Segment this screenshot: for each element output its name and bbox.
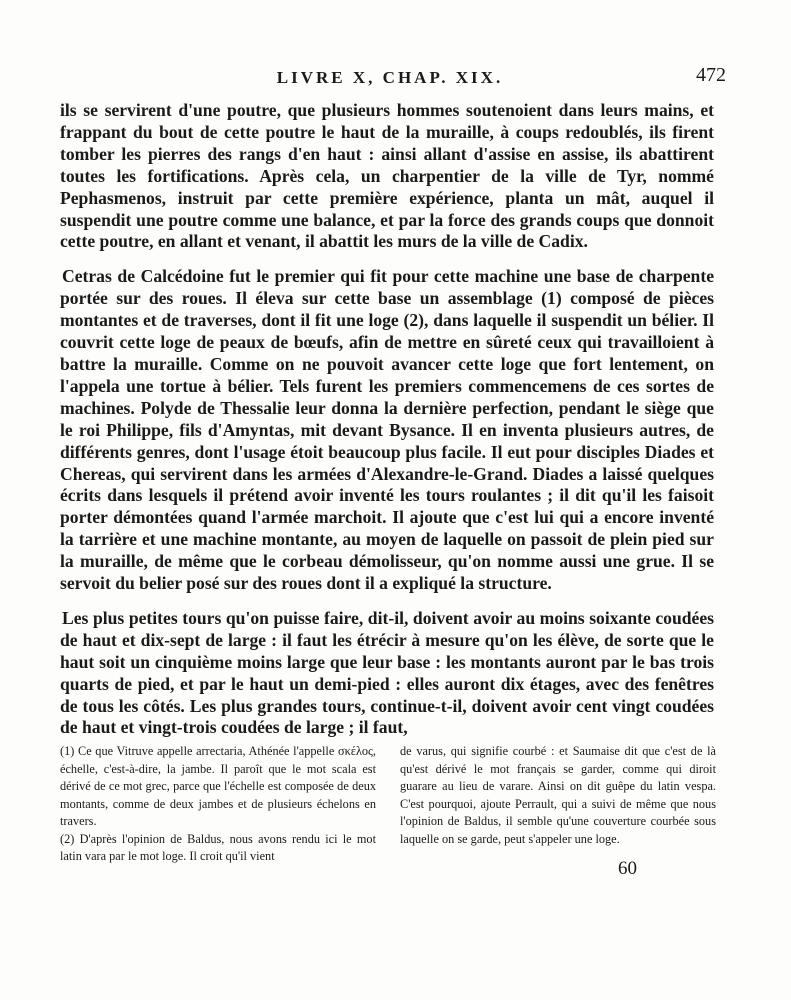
footnote-2-continued: de varus, qui signifie courbé : et Saumaise dit que c'est de là qu'est dérivé le mot français se garder, comme qui diroit guarare au lieu de varare. Ainsi on dit guêpe du latin vespa. C'est pourquoi, ajoute Perrault, qui a suivi de même que nous l'opinion de Baldus, il semble qu'une couverture courbée sous laquelle on se garde, peut s'appeler une loge.: [400, 744, 716, 846]
signature-mark: 60: [618, 858, 637, 879]
main-text: [60, 100, 714, 739]
footnotes: [60, 743, 716, 866]
paragraph-1: ils se servirent d'une poutre, que plusieurs hommes soutenoient dans leurs mains, et frappant du bout de cette poutre le haut de la muraille, à coups redoublés, ils firent tomber les pierres des rangs d'en haut : ainsi allant d'assise en assise, ils abattirent toutes les fortifications. Après cela, un charpentier de la ville de Tyr, nommé Pephasmenos, instruit par cette première expérience, planta un mât, auquel il suspendit une poutre comme une balance, et par la force des grands coups que donnoit cette poutre, en allant et venant, il abattit les murs de la ville de Cadix.: [60, 100, 714, 252]
footnote-1: (1) Ce que Vitruve appelle arrectaria, Athénée l'appelle σκέλος, échelle, c'est-à-dire, la jambe. Il paroît que le mot scala est dérivé de ce mot grec, parce que l'échelle est composée de deux montants, comme de deux jambes et de plusieurs échelons en travers.: [60, 744, 376, 828]
running-title: LIVRE X, CHAP. XIX.: [276, 68, 504, 87]
paragraph-3: Les plus petites tours qu'on puisse faire, dit-il, doivent avoir au moins soixante coudées de haut et dix-sept de large : il faut les étrécir à mesure qu'on les élève, de sorte que le haut soit un cinquième moins large que leur base : les montants auront par le bas trois quarts de pied, et par le haut un demi-pied : elles auront dix étages, avec des fenêtres de tous les côtés. Les plus grandes tours, continue-t-il, doivent avoir cent vingt coudées de haut et vingt-trois coudées de large ; il faut,: [60, 607, 714, 738]
footnotes-right-column: [400, 743, 716, 866]
page-number: 472: [696, 64, 726, 86]
footnote-2: (2) D'après l'opinion de Baldus, nous avons rendu ici le mot latin vara par le mot loge. Il croit qu'il vient: [60, 831, 376, 863]
footnotes-left-column: [60, 743, 376, 866]
paragraph-2: Cetras de Calcédoine fut le premier qui fit pour cette machine une base de charpente portée sur des roues. Il éleva sur cette base un assemblage (1) composé de pièces montantes et de traverses, dont il fit une loge (2), dans laquelle il suspendit un bélier. Il couvrit cette loge de peaux de bœufs, afin de mettre en sûreté ceux qui travailloient à battre la muraille. Comme on ne pouvoit avancer cette loge que fort lentement, on l'appela une tortue à bélier. Tels furent les premiers commencemens de ces sortes de machines. Polyde de Thessalie leur donna la dernière perfection, pendant le siège que le roi Philippe, fils d'Amyntas, mit devant Bysance. Il en inventa plusieurs autres, de différents genres, dont l'usage étoit beaucoup plus facile. Il eut pour disciples Diades et Chereas, qui servirent dans les armées d'Alexandre-le-Grand. Diades a laissé quelques écrits dans lesquels il prétend avoir inventé les tours roulantes ; il dit qu'il les faisoit porter démontées quand l'armée marchoit. Il ajoute que c'est lui qui a encore inventé la tarrière et une machine montante, au moyen de laquelle on passoit de plein pied sur la muraille, de même que le corbeau démolisseur, qu'on nomme aussi une grue. Il se servoit du belier posé sur des roues dont il a expliqué la structure.: [60, 266, 714, 594]
